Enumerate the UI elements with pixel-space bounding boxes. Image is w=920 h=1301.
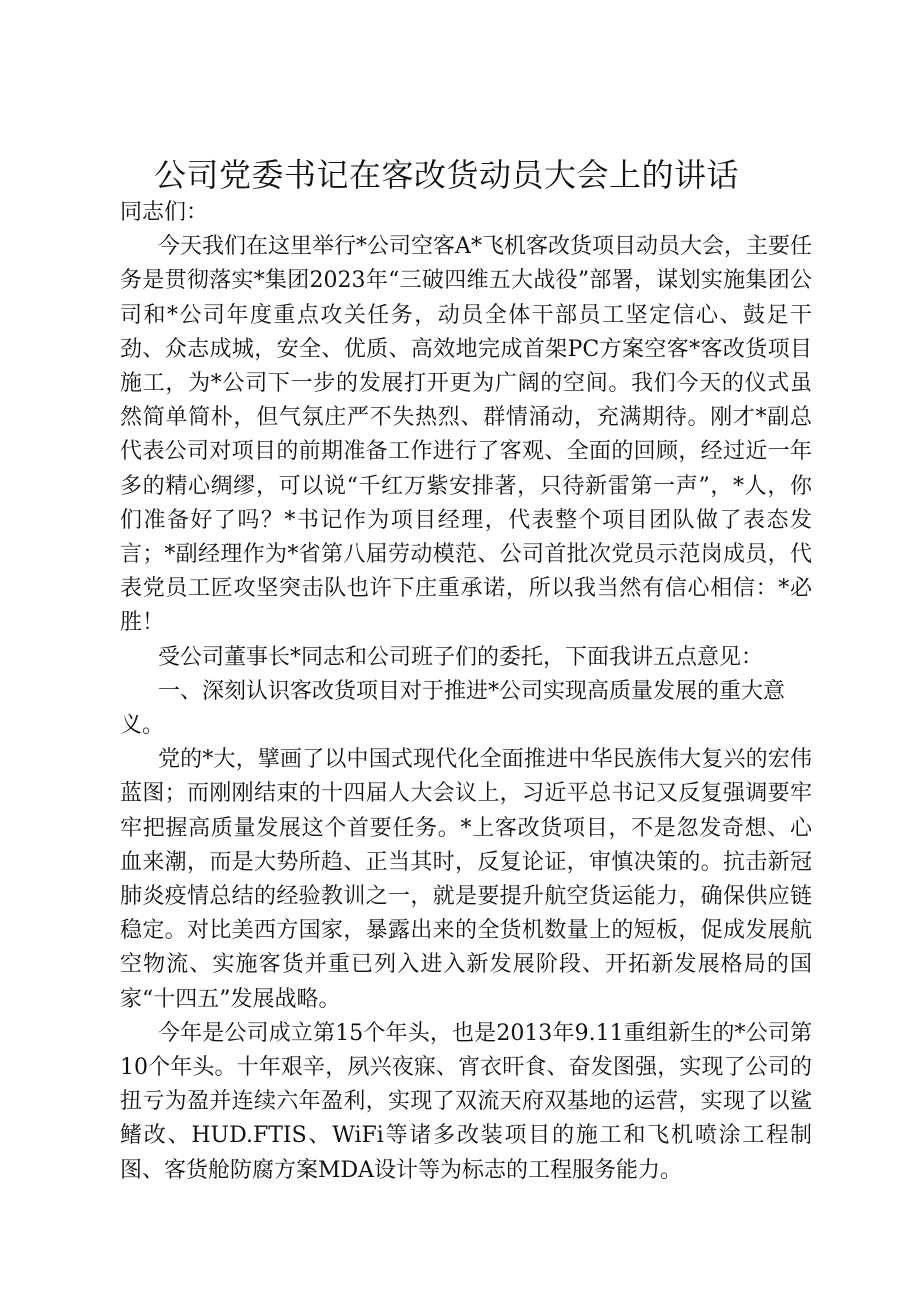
paragraph-section-1-b: 今年是公司成立第15个年头，也是2013年9.11重组新生的*公司第10个年头。十年艰辛，夙兴夜寐、宵衣旰食、奋发图强，实现了公司的扭亏为盈并连续六年盈利，实现了双流天府双基地的运营，实现了以鲨鳍改、HUD.FTIS、WiFi等诸多改装项目的施工和飞机喷涂工程制图、客货舱防腐方案MDA设计等为标志的工程服务能力。	[120, 1020, 812, 1183]
paragraph-section-1-a: 党的*大，擘画了以中国式现代化全面推进中华民族伟大复兴的宏伟蓝图；而刚刚结束的十四届人大会议上，习近平总书记又反复强调要牢牢把握高质量发展这个首要任务。*上客改货项目，不是忽发奇想、心血来潮，而是大势所趋、正当其时，反复论证，审慎决策的。抗击新冠肺炎疫情总结的经验教训之一，就是要提升航空货运能力，确保供应链稳定。对比美西方国家，暴露出来的全货机数量上的短板，促成发展航空物流、实施客货并重已列入进入新发展阶段、开拓新发展格局的国家“十四五”发展战略。	[120, 747, 812, 1012]
paragraph-opening: 今天我们在这里举行*公司空客A*飞机客改货项目动员大会，主要任务是贯彻落实*集团2023年“三破四维五大战役”部署，谋划实施集团公司和*公司年度重点攻关任务，动员全体干部员工坚定信心、鼓足干劲、众志成城，安全、优质、高效地完成首架PC方案空客*客改货项目施工，为*公司下一步的发展打开更为广阔的空间。我们今天的仪式虽然简单简朴，但气氛庄严不失热烈、群情涌动，充满期待。刚才*副总代表公司对项目的前期准备工作进行了客观、全面的回顾，经过近一年多的精心绸缪，可以说“千红万紫安排著，只待新雷第一声”，*人，你们准备好了吗？*书记作为项目经理，代表整个项目团队做了表态发言；*副经理作为*省第八届劳动模范、公司首批次党员示范岗成员，代表党员工匠攻坚突击队也许下庄重承诺，所以我当然有信心相信：*必胜！	[120, 234, 812, 636]
salutation: 同志们：	[120, 200, 209, 225]
document-body	[120, 196, 812, 1188]
document-title: 公司党委书记在客改货动员大会上的讲话	[154, 156, 740, 194]
section-1-heading: 一、深刻认识客改货项目对于推进*公司实现高质量发展的重大意义。	[120, 678, 786, 739]
paragraph-intro-points: 受公司董事长*同志和公司班子们的委托，下面我讲五点意见：	[158, 644, 764, 670]
